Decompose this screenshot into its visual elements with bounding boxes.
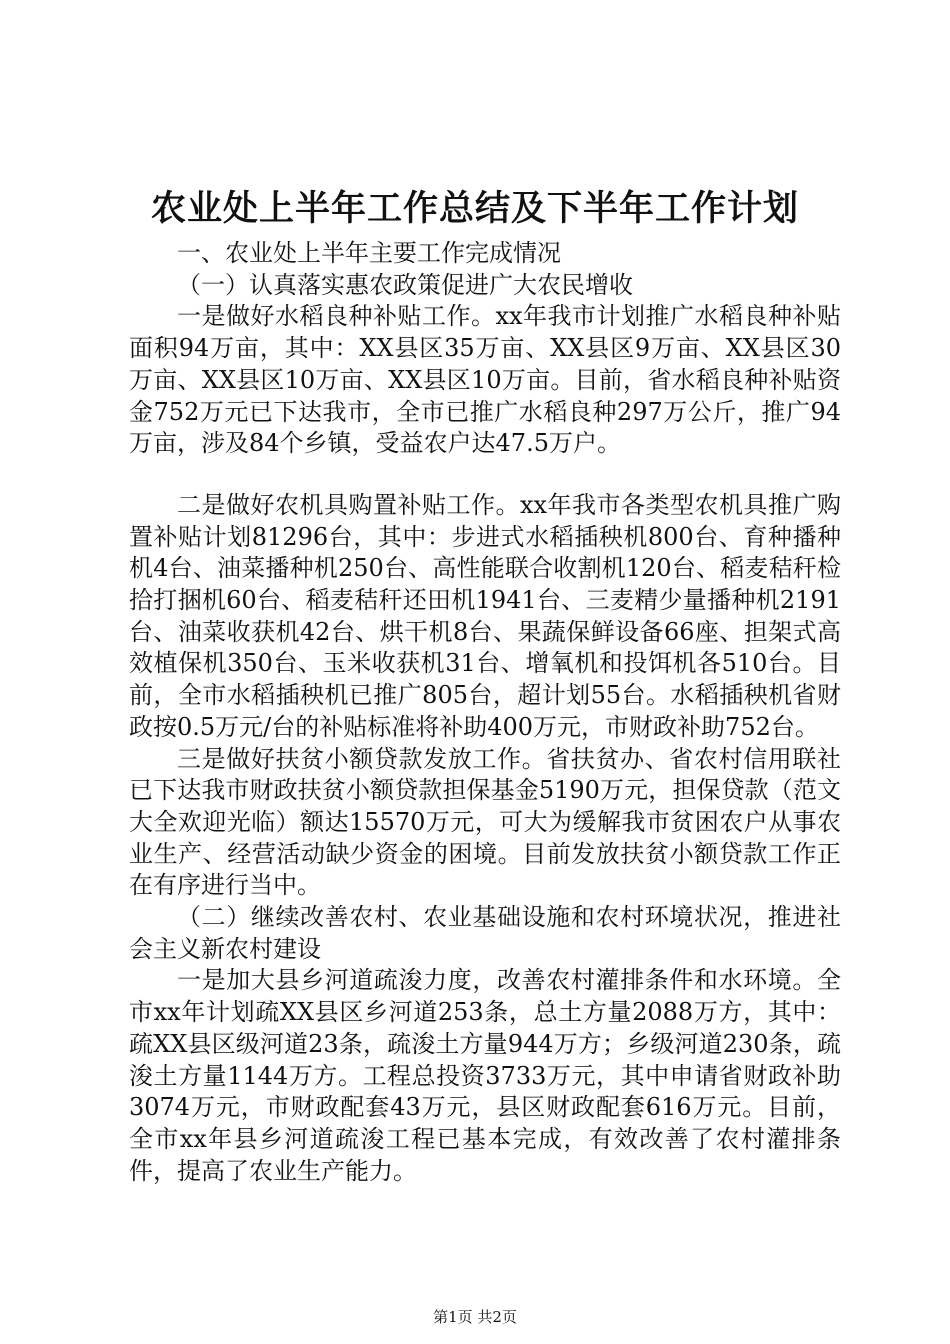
section-heading: 一、农业处上半年主要工作完成情况: [177, 239, 561, 267]
body-paragraph: 三是做好扶贫小额贷款发放工作。省扶贫办、省农村信用联社已下达我市财政扶贫小额贷款担保基金5190万元，担保贷款（范文大全欢迎光临）额达15570万元，可大为缓解我市贫困农户从事农业生产、经营活动缺少资金的困境。目前发放扶贫小额贷款工作正在有序进行当中。: [129, 744, 841, 900]
subsection-heading: （一）认真落实惠农政策促进广大农民增收: [177, 270, 633, 299]
subsection-heading: （二）继续改善农村、农业基础设施和农村环境状况，推进社会主义新农村建设: [129, 903, 841, 963]
body-paragraph: 一是加大县乡河道疏浚力度，改善农村灌排条件和水环境。全市xx年计划疏XX县区乡河道253条，总土方量2088万方，其中：疏XX县区级河道23条，疏浚土方量944万方；乡级河道230条，疏浚土方量1144万方。工程总投资3733万元，其中申请省财政补助3074万元，市财政配套43万元，县区财政配套616万元。目前，全市xx年县乡河道疏浚工程已基本完成，有效改善了农村灌排条件，提高了农业生产能力。: [129, 966, 841, 1185]
document-title: 农业处上半年工作总结及下半年工作计划: [150, 189, 799, 229]
document-body: [129, 238, 841, 1187]
page-footer: 第1页 共2页: [433, 1308, 517, 1326]
body-paragraph: 一是做好水稻良种补贴工作。xx年我市计划推广水稻良种补贴面积94万亩，其中：XX县区35万亩、XX县区9万亩、XX县区30万亩、XX县区10万亩、XX县区10万亩。目前，省水稻良种补贴资金752万元已下达我市，全市已推广水稻良种297万公斤，推广94万亩，涉及84个乡镇，受益农户达47.5万户。: [129, 302, 841, 458]
body-paragraph: 二是做好农机具购置补贴工作。xx年我市各类型农机具推广购置补贴计划81296台，其中：步进式水稻插秧机800台、育种播种机4台、油菜播种机250台、高性能联合收割机120台、稻麦秸秆检拾打捆机60台、稻麦秸秆还田机1941台、三麦精少量播种机2191台、油菜收获机42台、烘干机8台、果蔬保鲜设备66座、担架式高效植保机350台、玉米收获机31台、增氧机和投饵机各510台。目前，全市水稻插秧机已推广805台，超计划55台。水稻插秧机省财政按0.5万元/台的补贴标准将补助400万元，市财政补助752台。: [129, 490, 841, 741]
